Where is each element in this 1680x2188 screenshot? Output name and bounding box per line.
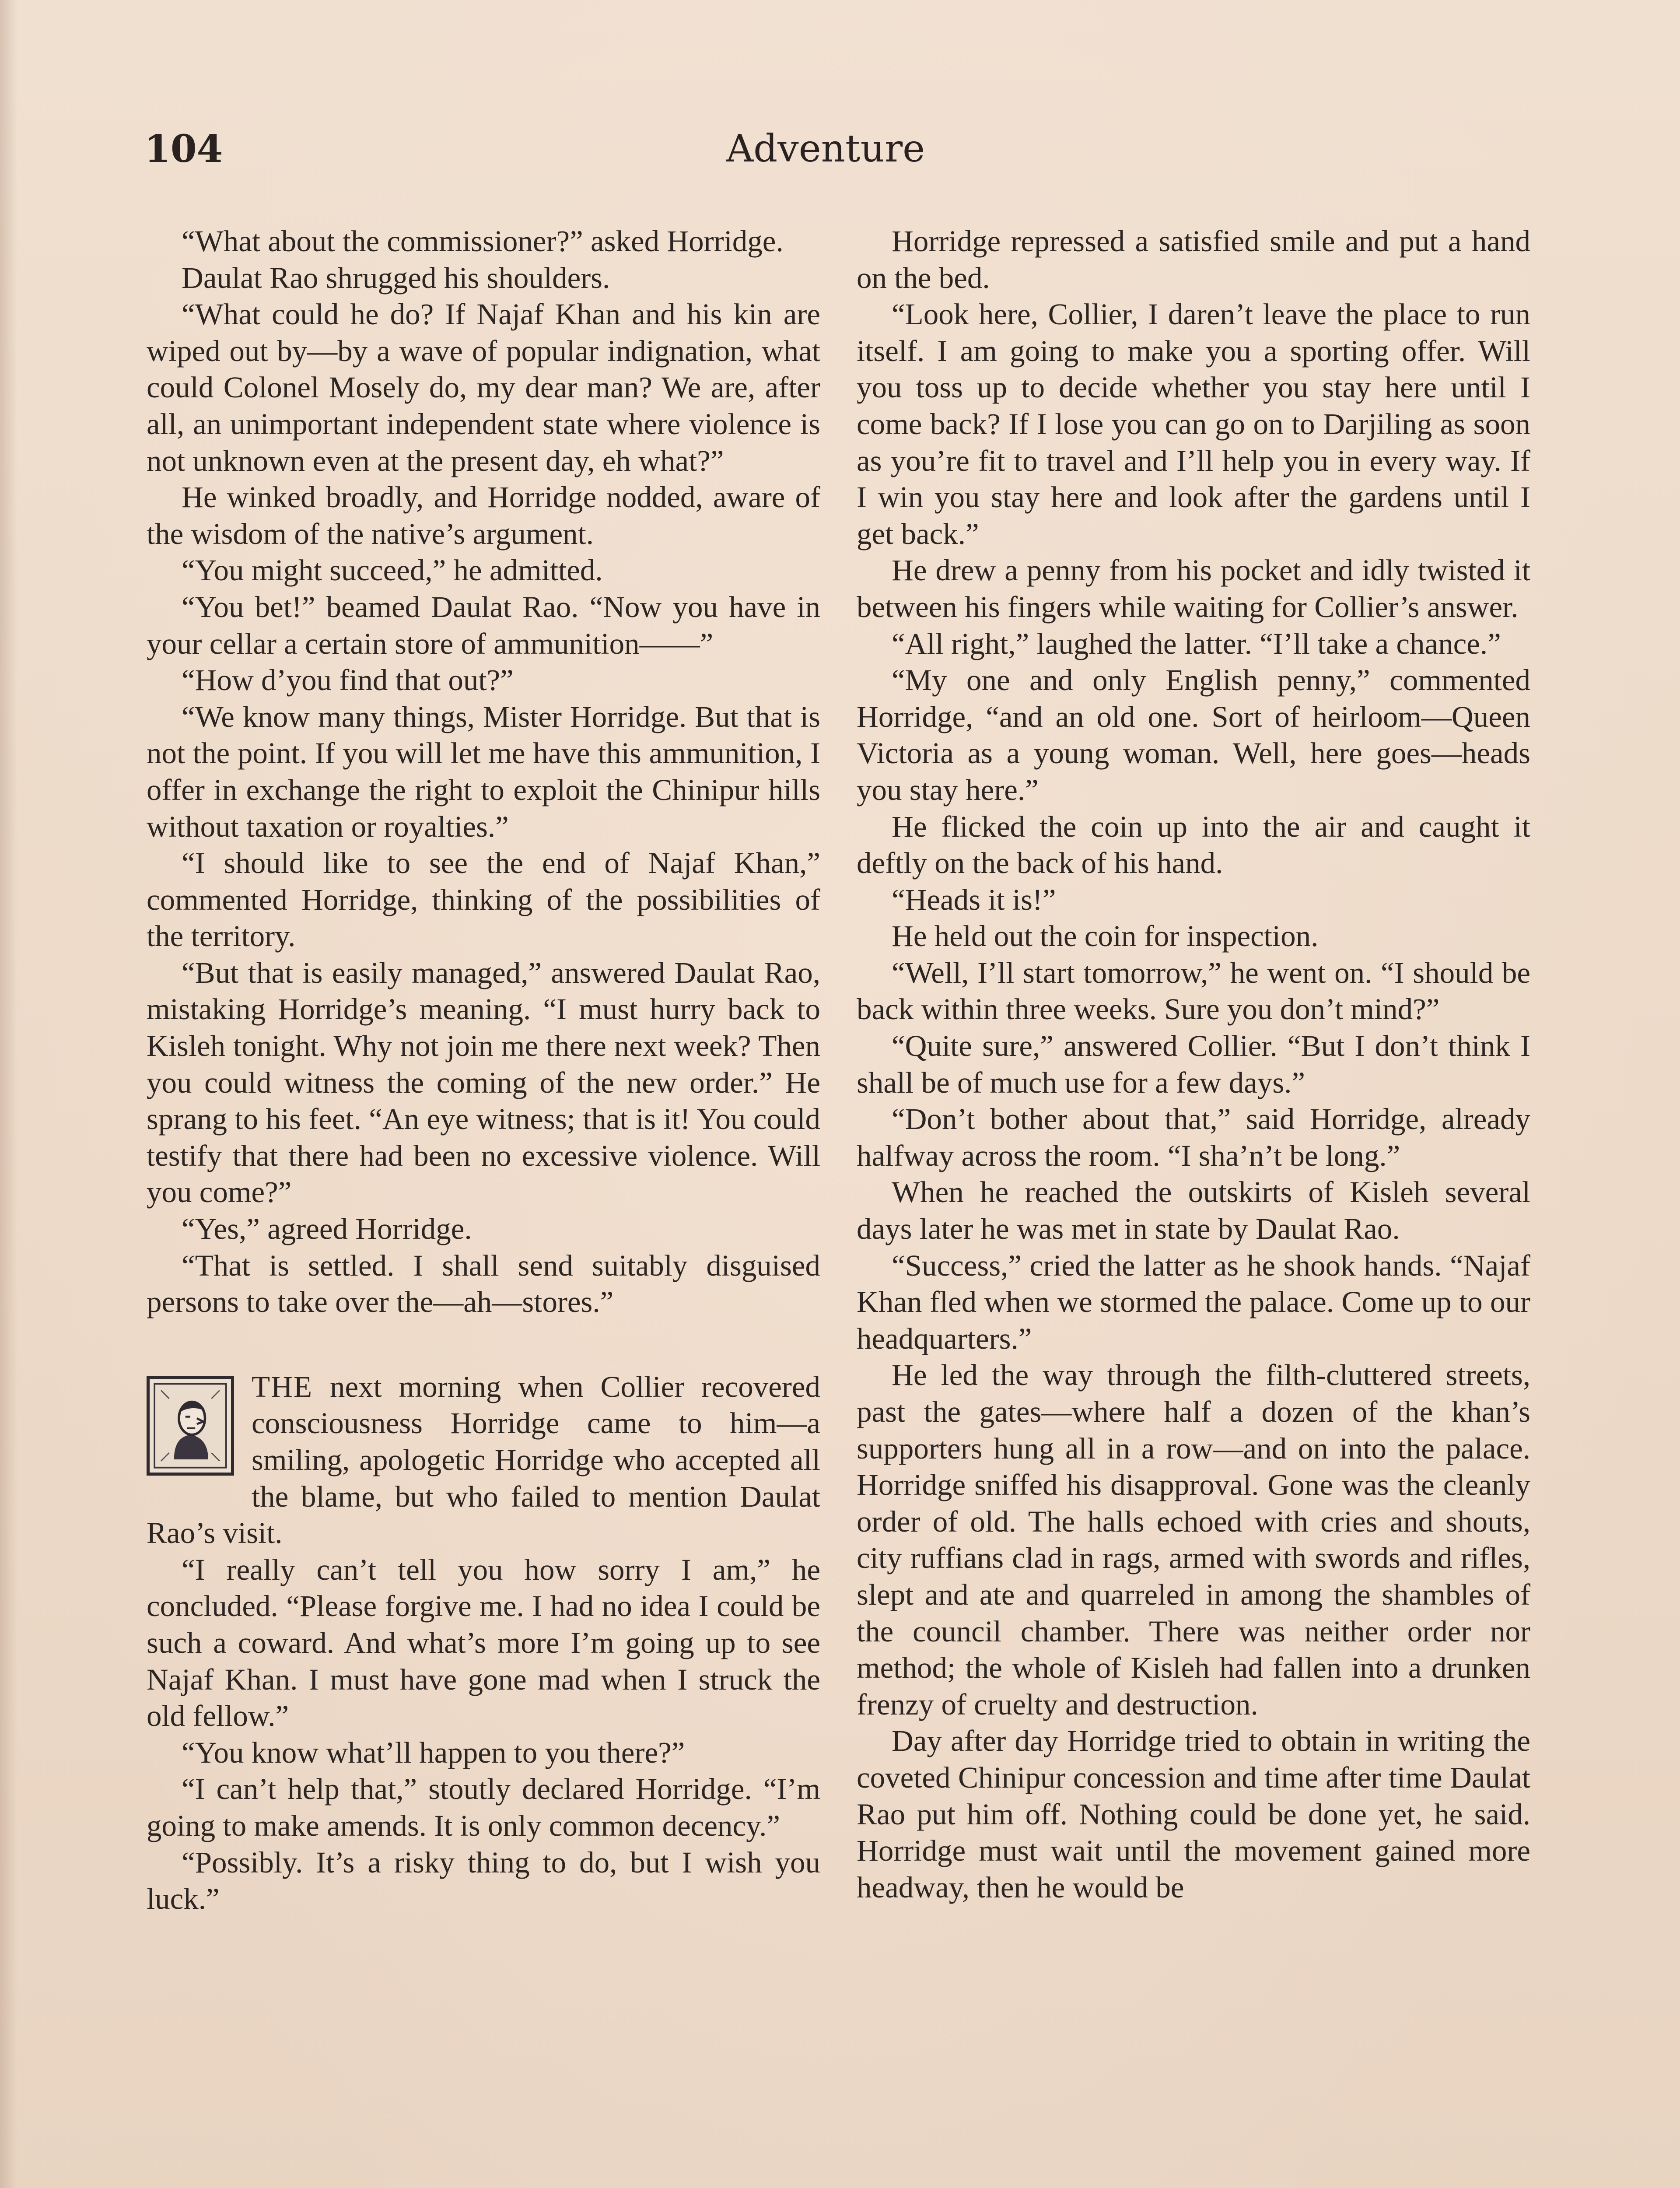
right-paragraph: When he reached the outskirts of Kisleh several days later he was met in state by Daulat Rao. bbox=[857, 1175, 1530, 1246]
left-paragraph: “I can’t help that,” stoutly declared Horridge. “I’m going to make amends. It is only common decency.” bbox=[147, 1772, 820, 1842]
right-paragraph: He led the way through the filth-cluttered streets, past the gates—where half a dozen of the khan’s supporters hung all in a row—and on into the palace. Horridge sniffed his disapproval. Gone was the cleanly order of old. The halls echoed with cries and shouts, city ruffians clad in rags, armed with swords and rifles, slept and ate and quarreled in among the shambles of the council chamber. There was neither order nor method; the whole of Kisleh had fallen into a drunken frenzy of cruelty and destruction. bbox=[857, 1358, 1530, 1721]
running-head-title: Adventure bbox=[726, 127, 925, 171]
right-paragraph: “Quite sure,” answered Collier. “But I don’t think I shall be of much use for a few days.” bbox=[857, 1029, 1530, 1099]
page-number: 104 bbox=[144, 127, 223, 171]
left-paragraph: “But that is easily managed,” answered Daulat Rao, mistaking Horridge’s meaning. “I must hurry back to Kisleh tonight. Why not join me there next week? Then you could witness the coming of the new order.” He sprang to his feet. “An eye witness; that is it! You could testify that there had been no excessive violence. Will you come?” bbox=[147, 956, 820, 1209]
dropcap-first-word: THE bbox=[252, 1370, 313, 1403]
left-paragraph: Daulat Rao shrugged his shoulders. bbox=[182, 261, 610, 295]
left-paragraph: “That is settled. I shall send suitably disguised persons to take over the—ah—stores.” bbox=[147, 1248, 820, 1319]
right-paragraph: “Heads it is!” bbox=[892, 883, 1056, 916]
left-paragraph: He winked broadly, and Horridge nodded, aware of the wisdom of the native’s argument. bbox=[147, 480, 820, 551]
right-paragraph: “Look here, Collier, I daren’t leave the place to run itself. I am going to make you a sporting offer. Will you toss up to decide whether you stay here until I come back? If I lose you can go on to Darjiling as soon as you’re fit to travel and I’ll help you in every way. If I win you stay here and look after the gardens until I get back.” bbox=[857, 298, 1530, 551]
right-paragraph: He drew a penny from his pocket and idly twisted it between his fingers while waiting for Collier’s answer. bbox=[857, 554, 1530, 624]
right-paragraph: “Don’t bother about that,” said Horridge, already halfway across the room. “I sha’n’t be long.” bbox=[857, 1102, 1530, 1172]
left-paragraph: “You might succeed,” he admitted. bbox=[182, 554, 603, 587]
right-paragraph: “Success,” cried the latter as he shook hands. “Najaf Khan fled when we stormed the palace. Come up to our headquarters.” bbox=[857, 1248, 1530, 1355]
right-paragraph: He flicked the coin up into the air and caught it deftly on the back of his hand. bbox=[857, 810, 1530, 880]
left-paragraph: “How d’you find that out?” bbox=[182, 663, 514, 697]
section-break bbox=[147, 1321, 820, 1369]
right-paragraph: “Well, I’ll start tomorrow,” he went on. “I should be back within three weeks. Sure you don’t mind?” bbox=[857, 956, 1530, 1026]
left-column bbox=[147, 223, 820, 1918]
right-paragraph: “My one and only English penny,” commented Horridge, “and an old one. Sort of heirloom—Queen Victoria as a young woman. Well, here goes—heads you stay here.” bbox=[857, 663, 1530, 806]
dropcap-paragraph bbox=[147, 1369, 820, 1552]
page-edge-shadow bbox=[0, 0, 18, 2188]
right-column bbox=[857, 223, 1530, 1906]
left-paragraph: “Yes,” agreed Horridge. bbox=[182, 1212, 472, 1246]
right-paragraph: Horridge repressed a satisfied smile and put a hand on the bed. bbox=[857, 224, 1530, 295]
left-paragraph: “I should like to see the end of Najaf Khan,” commented Horridge, thinking of the possibilities of the territory. bbox=[147, 846, 820, 953]
left-paragraph: “What could he do? If Najaf Khan and his kin are wiped out by—by a wave of popular indignation, what could Colonel Mosely do, my dear man? We are, after all, an unimportant independent state where violence is not unknown even at the present day, eh what?” bbox=[147, 298, 820, 477]
left-paragraph: “Possibly. It’s a risky thing to do, but I wish you luck.” bbox=[147, 1845, 820, 1916]
left-paragraph: “I really can’t tell you how sorry I am,” he concluded. “Please forgive me. I had no idea I could be such a coward. And what’s more I’m going up to see Najaf Khan. I must have gone mad when I struck the old fellow.” bbox=[147, 1553, 820, 1733]
left-paragraph: “We know many things, Mister Horridge. But that is not the point. If you will let me have this ammunition, I offer in exchange the right to exploit the Chinipur hills without taxation or royalties.” bbox=[147, 700, 820, 843]
right-paragraph: He held out the coin for inspection. bbox=[892, 919, 1319, 953]
left-paragraph: “What about the commissioner?” asked Horridge. bbox=[182, 224, 784, 258]
left-paragraph: “You know what’ll happen to you there?” bbox=[182, 1736, 685, 1769]
dropcap-ornament bbox=[147, 1376, 240, 1483]
left-paragraph: “You bet!” beamed Daulat Rao. “Now you have in your cellar a certain store of ammunition——” bbox=[147, 590, 820, 660]
right-paragraph: “All right,” laughed the latter. “I’ll take a chance.” bbox=[892, 627, 1501, 660]
right-paragraph: Day after day Horridge tried to obtain in writing the coveted Chinipur concession and time after time Daulat Rao put him off. Nothing could be done yet, he said. Horridge must wait until the movement gained more headway, then he would be bbox=[857, 1724, 1530, 1904]
portrait-vignette-icon bbox=[147, 1376, 234, 1476]
dropcap-paragraph-text: next morning when Collier recovered consciousness Horridge came to him—a smiling, apologetic Horridge who accepted all the blame, but who failed to mention Daulat Rao’s visit. bbox=[147, 1370, 820, 1550]
